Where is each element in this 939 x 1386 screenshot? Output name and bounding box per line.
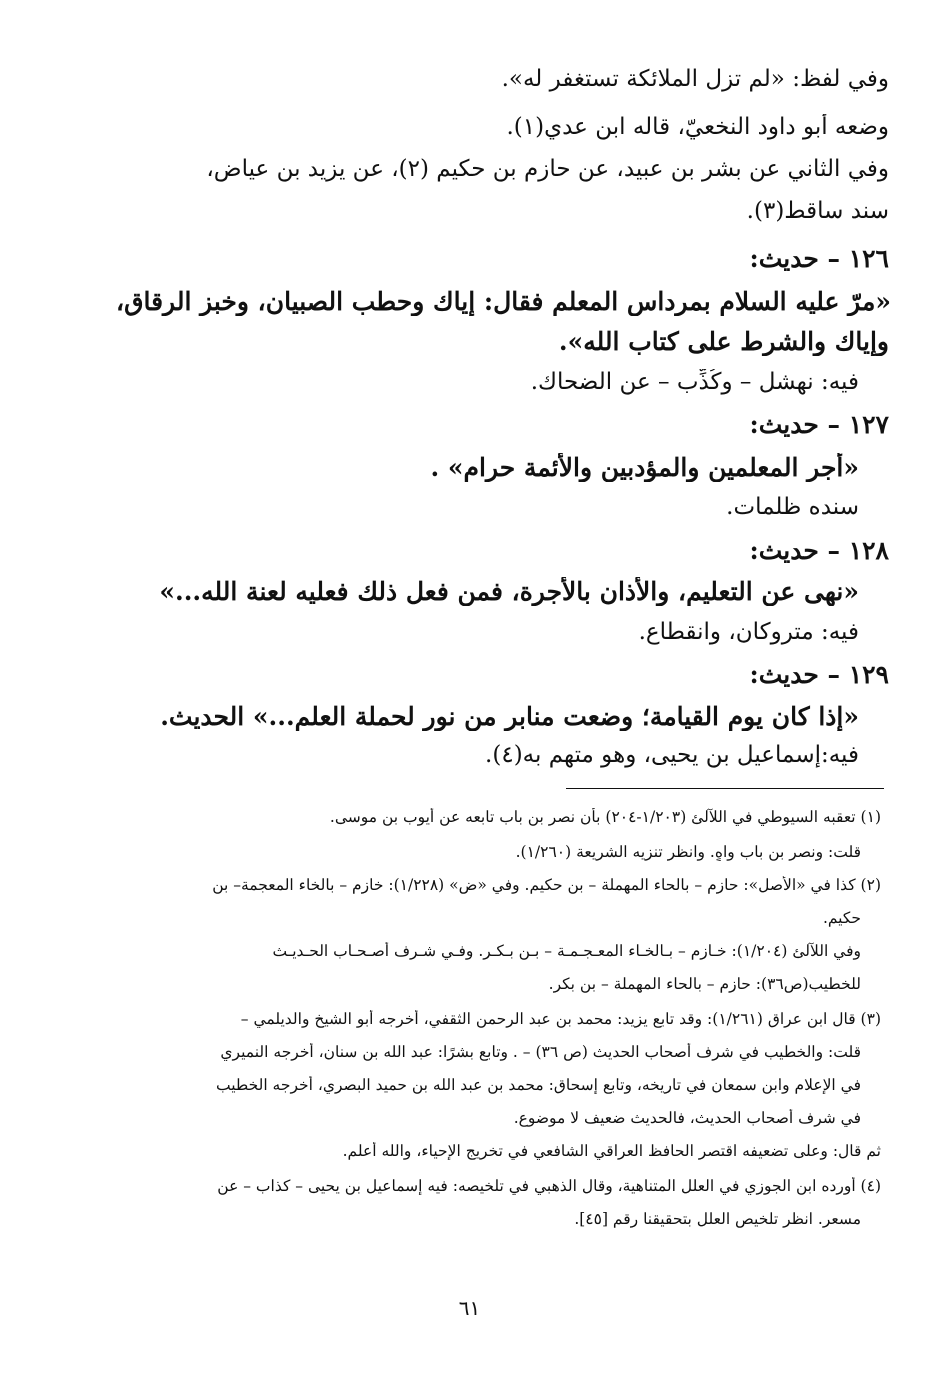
hadith-heading-129: ١٢٩ – حديث: bbox=[749, 660, 889, 689]
body-line: وضعه أبو داود النخعيّ، قاله ابن عدي(١). bbox=[506, 114, 889, 140]
hadith-text: «أجر المعلمين والمؤدبين والأئمة حرام» . bbox=[430, 453, 859, 482]
page-number: ٦١ bbox=[458, 1296, 481, 1320]
footnote-line: ثم قال: وعلى تضعيفه اقتصر الحافظ العراقي الشافعي في تخريج الإحياء، والله أعلم. bbox=[342, 1142, 881, 1160]
footnote-line: (٢) كذا في «الأصل»: حازم – بالحاء المهملة – بن حكيم. وفي «ض» (١/٢٢٨): خازم – بالخاء المعجمة– بن bbox=[212, 876, 881, 894]
hadith-heading-128: ١٢٨ – حديث: bbox=[749, 536, 889, 565]
footnote-line: وفي اللآلئ (١/٢٠٤): خـازم – بـالخـاء المعـجـمـة – بـن بـكـر. وفـي شـرف أصـحـاب الحـديـث bbox=[272, 942, 861, 960]
footnote-line: (٣) قال ابن عراق (١/٢٦١): وقد تابع يزيد: محمد بن عبد الرحمن الثقفي، أخرجه أبو الشيخ والديلمي – bbox=[240, 1010, 881, 1028]
footnote-separator bbox=[566, 788, 884, 789]
footnote-line: قلت: ونصر بن باب واهٍ. وانظر تنزيه الشريعة (١/٢٦٠). bbox=[515, 843, 861, 861]
hadith-text: «نهى عن التعليم، والأذان بالأجرة، فمن فعل ذلك فعليه لعنة الله...» bbox=[159, 577, 859, 606]
footnote-line: حكيم. bbox=[822, 909, 861, 927]
footnote-line: في شرف أصحاب الحديث، فالحديث ضعيف لا موضوع. bbox=[513, 1109, 861, 1127]
hadith-heading-127: ١٢٧ – حديث: bbox=[749, 410, 889, 439]
hadith-heading-126: ١٢٦ – حديث: bbox=[749, 244, 889, 273]
hadith-comment: فيه: متروكان، وانقطاع. bbox=[638, 619, 859, 645]
body-line: وفي لفظ: «لم تزل الملائكة تستغفر له». bbox=[501, 66, 889, 92]
footnote-line: (١) تعقبه السيوطي في اللآلئ (١/٢٠٣-٢٠٤) بأن نصر بن باب تابعه عن أيوب بن موسى. bbox=[329, 808, 881, 826]
body-line: وفي الثاني عن بشر بن عبيد، عن حازم بن حكيم (٢)، عن يزيد بن عياض، bbox=[206, 156, 889, 182]
footnote-line: في الإعلام وابن سمعان في تاريخه، وتابع إسحاق: محمد بن عبد الله بن حميد البصري، أخرجه الخطيب bbox=[215, 1076, 861, 1094]
hadith-text: وإياك والشرط على كتاب الله». bbox=[558, 327, 889, 356]
hadith-comment: فيه: نهشل – وكُذِّب – عن الضحاك. bbox=[530, 369, 859, 395]
footnote-line: للخطيب(ص٣٦): حازم – بالحاء المهملة – بن بكر. bbox=[548, 975, 861, 993]
footnote-line: مسعر. انظر تلخيص العلل بتحقيقنا رقم [٤٥]. bbox=[574, 1210, 861, 1228]
hadith-comment: فيه:إسماعيل بن يحيى، وهو متهم به(٤). bbox=[485, 742, 859, 768]
footnote-line: قلت: والخطيب في شرف أصحاب الحديث (ص ٣٦) – . وتابع بشرًا: عبد الله بن سنان، أخرجه النميري bbox=[220, 1043, 861, 1061]
footnote-line: (٤) أورده ابن الجوزي في العلل المتناهية، وقال الذهبي في تلخيصه: فيه إسماعيل بن يحيى – كذاب – عن bbox=[217, 1177, 881, 1195]
hadith-text: «مرّ عليه السلام بمرداس المعلم فقال: إياك وحطب الصبيان، وخبز الرقاق، bbox=[116, 287, 891, 316]
body-line: سند ساقط(٣). bbox=[746, 198, 889, 224]
hadith-comment: سنده ظلمات. bbox=[726, 494, 859, 520]
hadith-text: «إذا كان يوم القيامة؛ وضعت منابر من نور لحملة العلم...» الحديث. bbox=[160, 702, 859, 731]
